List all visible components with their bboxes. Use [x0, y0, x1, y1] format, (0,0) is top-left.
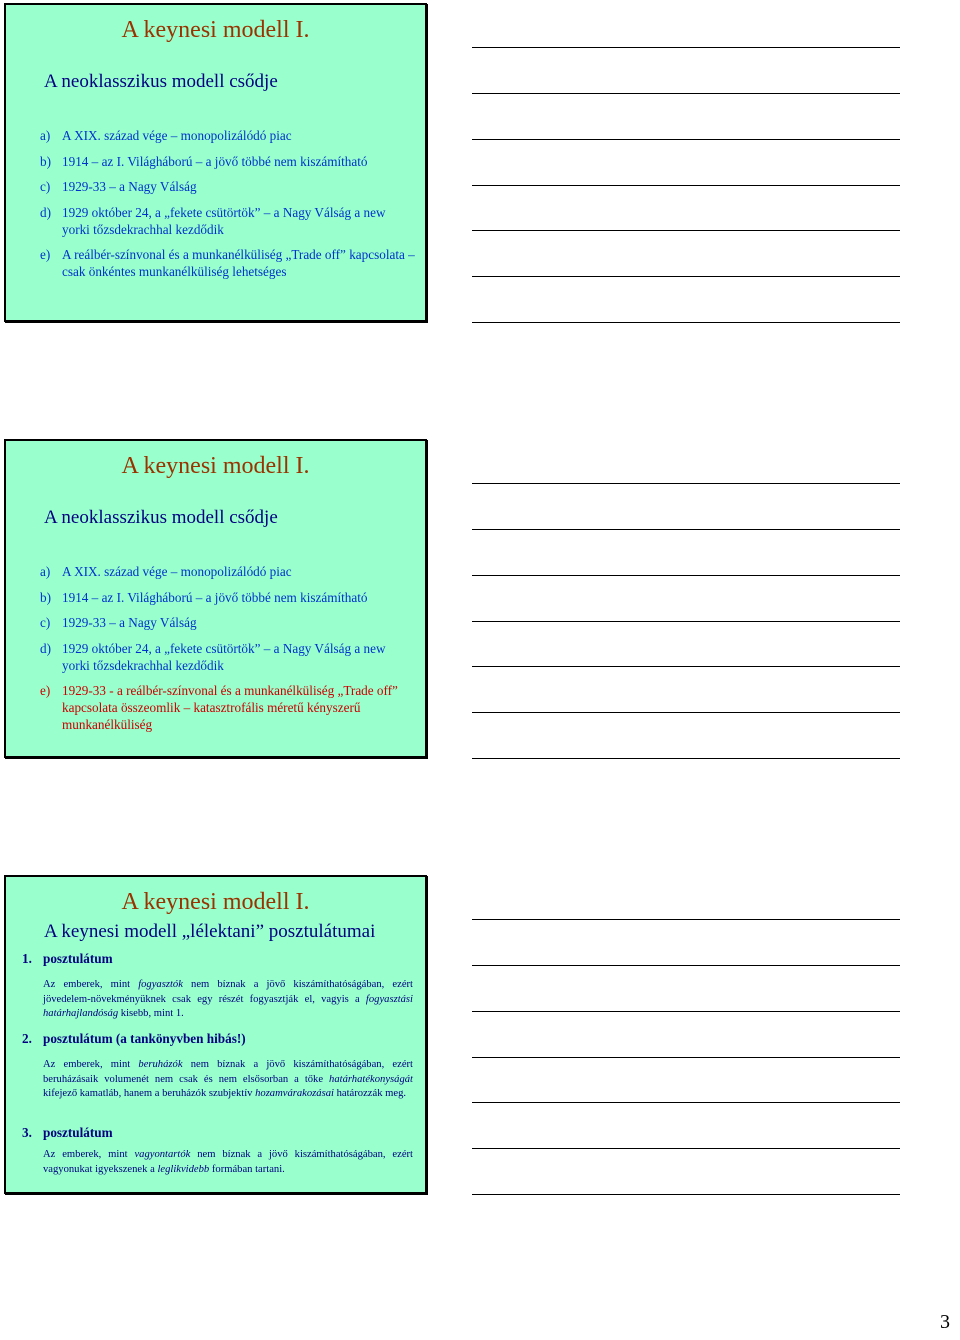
note-line [472, 93, 900, 94]
note-line [472, 1102, 900, 1103]
note-line [472, 185, 900, 186]
item-list [40, 127, 415, 289]
note-line [472, 529, 900, 530]
note-line [472, 139, 900, 140]
list-item: d) 1929 október 24, a „fekete csütörtök” – a Nagy Válság a new yorki tőzsdekrachhal kezdődik [40, 204, 386, 237]
slide-title: A keynesi modell I. [121, 453, 310, 479]
list-item: a) A XIX. század vége – monopolizálódó piac [40, 564, 292, 579]
note-line [472, 758, 900, 759]
note-line [472, 322, 900, 323]
slide-3 [4, 875, 427, 1194]
list-item: b) 1914 – az I. Világháború – a jövő többé nem kiszámítható [40, 153, 368, 169]
note-line [472, 965, 900, 966]
slide-title: A keynesi modell I. [121, 17, 310, 43]
slide-2 [4, 439, 427, 758]
note-line [472, 230, 900, 231]
list-item: e) A reálbér-színvonal és a munkanélküliség „Trade off” kapcsolata – csak önkéntes munkanélküliség lehetséges [40, 247, 415, 279]
note-line [472, 276, 900, 277]
postulate-heading: 1. posztulátum [22, 951, 113, 966]
list-item: d) 1929 október 24, a „fekete csütörtök” – a Nagy Válság a new yorki tőzsdekrachhal kezdődik [40, 640, 386, 673]
note-line [472, 621, 900, 622]
postulate-body: Az emberek, mint fogyasztók nem bíznak a jövő kiszámíthatóságában, ezért jövedelem-növekményüknek csak egy részét fogyasztják el, vagyis a fogyasztási határhajlandóság kisebb, mint 1. [43, 979, 413, 1019]
note-line [472, 575, 900, 576]
note-line [472, 483, 900, 484]
page-number: 3 [940, 1311, 950, 1333]
slide-subtitle: A neoklasszikus modell csődje [44, 71, 278, 92]
postulate-body: Az emberek, mint beruházók nem bíznak a jövő kiszámíthatóságában, ezért beruházásaik volumenét nem csak és nem elsősorban a tőke határhatékonyságát kifejező kamatláb, hanem a beruházók szubjektív hozamvárakozásai határozzák meg. [43, 1059, 413, 1099]
note-line [472, 1148, 900, 1149]
item-list [40, 563, 415, 742]
note-line [472, 919, 900, 920]
postulate-heading: 3. posztulátum [22, 1125, 113, 1140]
list-item: c) 1929-33 – a Nagy Válság [40, 615, 197, 630]
slide-1 [4, 3, 427, 322]
note-line [472, 1011, 900, 1012]
note-line [472, 47, 900, 48]
postulate-body: Az emberek, mint vagyontartók nem bíznak a jövő kiszámíthatóságában, ezért vagyonukat igyekszenek a leglikvidebb formában tartani. [43, 1149, 413, 1175]
slide-subtitle: A keynesi modell „lélektani” posztulátumai [44, 921, 376, 942]
list-item-highlighted: e) 1929-33 - a reálbér-színvonal és a munkanélküliség „Trade off” kapcsolata összeomlik – katasztrofális méretű kényszerű munkanélküliség [40, 683, 398, 732]
list-item: b) 1914 – az I. Világháború – a jövő többé nem kiszámítható [40, 589, 368, 605]
postulate-heading: 2. posztulátum (a tankönyvben hibás!) [22, 1031, 246, 1046]
note-line [472, 712, 900, 713]
slide-subtitle: A neoklasszikus modell csődje [44, 507, 278, 528]
note-line [472, 1057, 900, 1058]
note-line [472, 1194, 900, 1195]
slide-title: A keynesi modell I. [121, 889, 310, 915]
note-line [472, 666, 900, 667]
list-item: a) A XIX. század vége – monopolizálódó piac [40, 128, 292, 143]
list-item: c) 1929-33 – a Nagy Válság [40, 179, 197, 194]
